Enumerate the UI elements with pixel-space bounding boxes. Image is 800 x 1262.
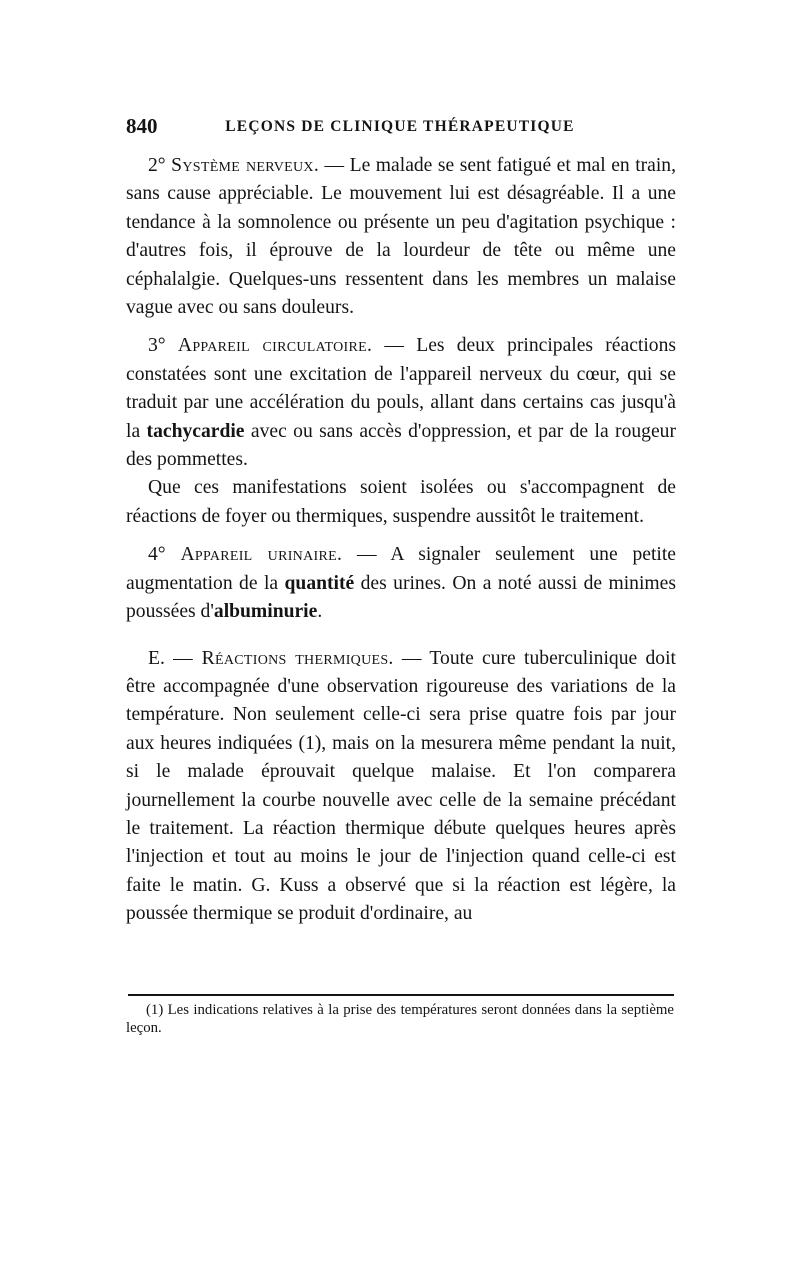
section-heading: Appareil circulatoire. bbox=[177, 335, 373, 357]
page-header bbox=[126, 114, 674, 144]
section-heading: Appareil urinaire. bbox=[180, 544, 343, 566]
footnote-text: (1) Les indications relatives à la prise des températures seront données dans la septième leçon. bbox=[126, 1002, 674, 1036]
section-number: E. bbox=[148, 647, 165, 669]
emphasis-term: albuminurie bbox=[213, 601, 318, 623]
body-text bbox=[126, 152, 676, 929]
footnote-divider bbox=[128, 994, 674, 996]
section-number: 4° bbox=[148, 544, 166, 566]
footnote bbox=[126, 1001, 674, 1037]
section-heading: Système nerveux. bbox=[171, 155, 320, 176]
paragraph-systeme-nerveux bbox=[126, 152, 676, 322]
paragraph-appareil-urinaire bbox=[126, 541, 676, 626]
paragraph-text: — Les deux principales réactions constatées sont une excitation de l'appareil nerveux du cœur, qui se traduit par une accélération du pouls, allant dans certains cas jusqu'à la bbox=[126, 335, 677, 442]
paragraph-text: — Toute cure tuberculinique doit être accompagnée d'une observation rigoureuse des variations de la température. Non seulement celle-ci sera prise quatre fois par jour aux heures indiquées (1), mais on la mesurera même pendant la nuit, si le malade éprouvait quelque malaise. Et l'on comparera journellement la courbe nouvelle avec celle de la semaine précédant le traitement. La réaction thermique débute quelques heures après l'injection et tout au moins le jour de l'injection quand celle-ci est faite le matin. G. Kuss a observé que si la réaction est légère, la poussée thermique se produit d'ordinaire, au bbox=[126, 647, 676, 925]
section-number: 2° bbox=[148, 155, 166, 176]
paragraph-text: des urines. On a noté aussi de minimes poussées d' bbox=[126, 572, 676, 623]
paragraph-appareil-circulatoire bbox=[126, 332, 676, 474]
paragraph-reactions-thermiques bbox=[126, 645, 676, 929]
paragraph-text: . bbox=[317, 601, 323, 623]
emphasis-term: quantité bbox=[284, 572, 355, 594]
paragraph-text: Que ces manifestations soient isolées ou s'accompagnent de réactions de foyer ou thermiques, suspendre aussitôt le traitement. bbox=[126, 477, 676, 527]
section-heading: — Réactions thermiques. bbox=[173, 647, 394, 669]
running-title: LEÇONS DE CLINIQUE THÉRAPEUTIQUE bbox=[225, 118, 575, 135]
paragraph-text: — A signaler seulement une petite augmentation de la bbox=[126, 544, 677, 594]
paragraph-text: — Le malade se sent fatigué et mal en train, sans cause appréciable. Le mouvement lui est désagréable. Il a une tendance à la somnolence ou présente un peu d'agitation psychique : d'autres fois, il éprouve de la lourdeur de tête ou même une céphalalgie. Quelques-uns ressentent dans les membres un malaise vague avec ou sans douleurs. bbox=[126, 155, 677, 319]
paragraph-text: avec ou sans accès d'oppression, et par de la rougeur des pommettes. bbox=[126, 420, 676, 471]
paragraph-suspension bbox=[126, 474, 676, 531]
page-number: 840 bbox=[126, 114, 158, 138]
section-number: 3° bbox=[148, 335, 166, 357]
emphasis-term: tachycardie bbox=[146, 420, 245, 442]
